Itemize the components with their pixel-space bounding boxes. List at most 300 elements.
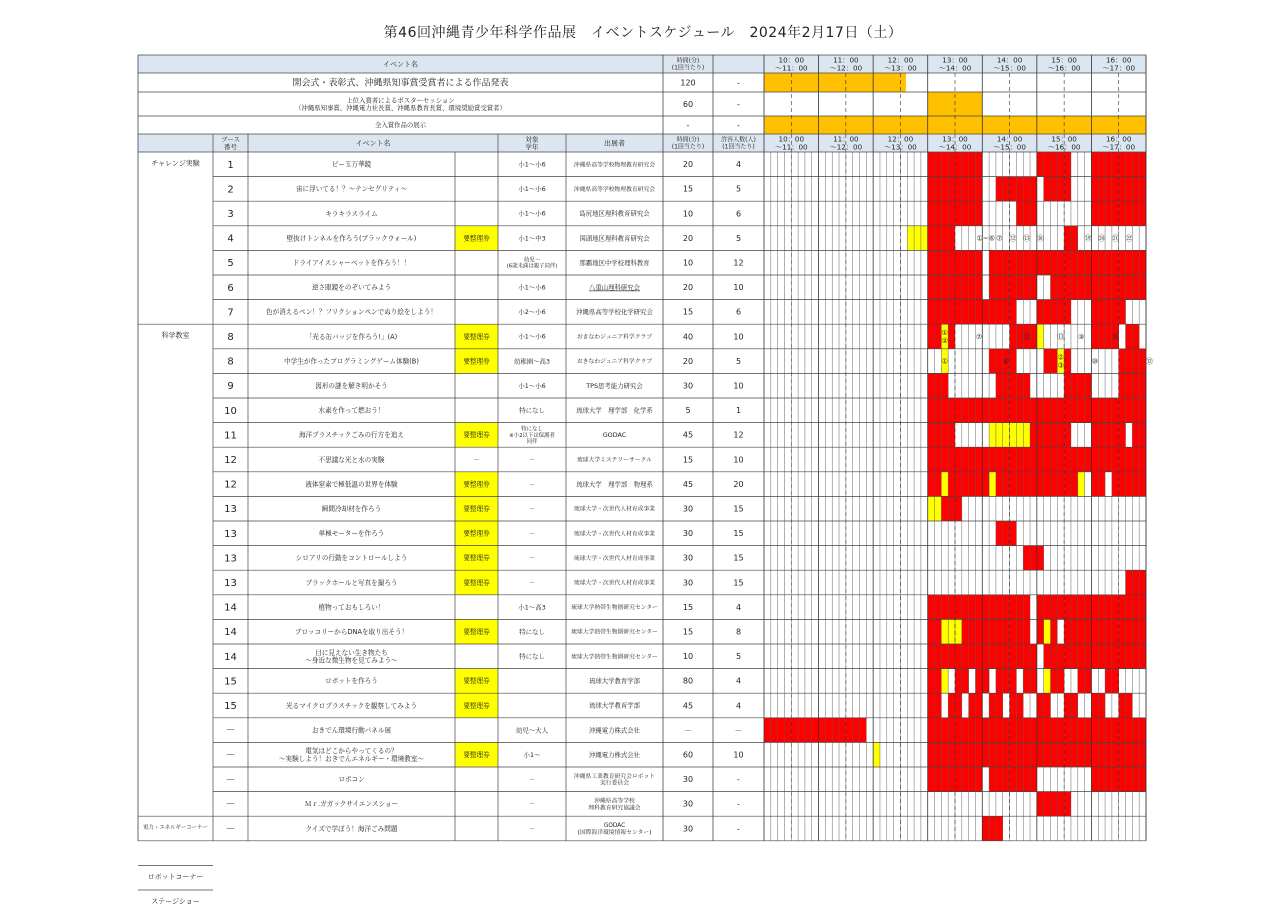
partial-slot — [989, 472, 996, 497]
partial-slot — [1078, 472, 1085, 497]
booked-slot — [996, 472, 1003, 497]
booked-slot — [1044, 152, 1051, 177]
ticket-badge: 要整理券 — [463, 751, 490, 760]
booked-slot — [1078, 742, 1085, 767]
booked-slot — [1010, 275, 1017, 300]
duration-minutes: 10 — [682, 652, 694, 662]
booked-slot — [1064, 792, 1071, 817]
booked-slot — [1044, 718, 1051, 743]
booked-slot — [935, 250, 942, 275]
booked-slot — [1044, 693, 1051, 718]
duration-minutes: 10 — [682, 209, 694, 219]
event-name: 電気はどこからやってくるの？～実験しよう！おきでんエネルギー・環境教室～ — [278, 747, 425, 763]
event-name: 不思議な光と水の実験 — [318, 455, 385, 464]
booked-slot — [1010, 398, 1017, 423]
booked-slot — [962, 201, 969, 226]
event-name: ロボコン — [338, 775, 365, 784]
booked-slot — [1057, 300, 1064, 325]
booked-slot — [996, 693, 1003, 718]
duration-minutes: 80 — [682, 676, 694, 686]
booked-slot — [989, 250, 996, 275]
capacity: 10 — [733, 332, 744, 342]
capacity: 4 — [735, 602, 742, 612]
booked-slot — [962, 275, 969, 300]
booked-slot — [1126, 373, 1133, 398]
booked-slot — [941, 644, 948, 669]
booked-slot — [1126, 718, 1133, 743]
booked-slot — [989, 718, 996, 743]
booked-slot — [1071, 644, 1078, 669]
booked-slot — [1085, 742, 1092, 767]
booked-slot — [1132, 447, 1139, 472]
slot-number-marker: ① ② — [941, 328, 948, 345]
booked-slot — [1051, 349, 1058, 374]
booked-slot — [1119, 398, 1126, 423]
booked-slot — [1139, 177, 1146, 202]
booked-slot — [989, 349, 996, 374]
booked-slot — [1126, 398, 1133, 423]
booked-slot — [1064, 619, 1071, 644]
booked-slot — [1091, 275, 1098, 300]
booked-slot — [1091, 201, 1098, 226]
partial-slot — [935, 496, 942, 521]
booked-slot — [1023, 398, 1030, 423]
booked-slot — [962, 767, 969, 792]
booked-slot — [1003, 619, 1010, 644]
booked-slot — [1037, 300, 1044, 325]
event-name: クイズで学ぼう！海洋ごみ問題 — [305, 824, 398, 833]
booked-slot — [1098, 447, 1105, 472]
booked-slot — [948, 693, 955, 718]
booked-slot — [955, 152, 962, 177]
booked-slot — [1098, 472, 1105, 497]
capacity: 4 — [735, 676, 742, 686]
booked-slot — [969, 595, 976, 620]
event-name: Ｍｒ.ガガックサイエンスショー — [304, 800, 399, 809]
booked-slot — [962, 300, 969, 325]
booked-slot — [1112, 300, 1119, 325]
booked-slot — [948, 275, 955, 300]
booked-slot — [996, 619, 1003, 644]
duration-minutes: 20 — [682, 233, 694, 243]
booked-slot — [982, 619, 989, 644]
booth-number: － — [225, 750, 236, 762]
capacity: 10 — [733, 455, 744, 465]
booked-slot — [1016, 619, 1023, 644]
booked-slot — [1023, 644, 1030, 669]
booked-slot — [1139, 742, 1146, 767]
booked-slot — [1044, 250, 1051, 275]
booked-slot — [969, 619, 976, 644]
booked-slot — [969, 177, 976, 202]
booked-slot — [948, 324, 955, 349]
slot-number-marker: ③ — [1078, 332, 1085, 341]
booth-number: 12 — [224, 479, 237, 491]
booked-slot — [1132, 152, 1139, 177]
booked-slot — [1091, 644, 1098, 669]
booked-slot — [996, 373, 1003, 398]
booked-slot — [1085, 595, 1092, 620]
booked-slot — [975, 300, 982, 325]
booked-slot — [1132, 373, 1139, 398]
booked-slot — [1132, 644, 1139, 669]
booked-slot — [1139, 423, 1146, 448]
duration-minutes: 60 — [682, 750, 694, 760]
booked-slot — [962, 472, 969, 497]
booked-slot — [1126, 570, 1133, 595]
booked-slot — [1030, 718, 1037, 743]
booked-slot — [935, 177, 942, 202]
booked-slot — [1126, 644, 1133, 669]
booked-slot — [1071, 275, 1078, 300]
booked-slot — [1030, 767, 1037, 792]
duration-minutes: 30 — [682, 504, 694, 514]
booked-slot — [1126, 472, 1133, 497]
partial-slot — [1044, 669, 1051, 694]
booth-number: 14 — [224, 627, 237, 639]
booked-slot — [1105, 595, 1112, 620]
group-label: 科学教室 — [161, 331, 190, 340]
booked-slot — [1085, 644, 1092, 669]
booth-number: 12 — [224, 455, 237, 466]
slot-number-marker: ⑫ — [1145, 357, 1153, 366]
exhibitor: 沖縄県工業教育研究会ロボット実行委員会 — [573, 773, 656, 787]
booked-slot — [928, 595, 935, 620]
booked-slot — [935, 300, 942, 325]
booked-slot — [1091, 177, 1098, 202]
booked-slot — [948, 226, 955, 251]
time-slot-header: 13：00 ～14：00 — [938, 134, 972, 152]
booked-slot — [1132, 349, 1139, 374]
booked-slot — [989, 816, 996, 841]
booked-slot — [1044, 398, 1051, 423]
exhibitor: 琉球大学熱帯生物圏研究センター — [571, 629, 658, 636]
duration-minutes: － — [684, 725, 692, 735]
booked-slot — [1091, 152, 1098, 177]
top-event-name: 全入賞作品の展示 — [374, 121, 427, 130]
booked-slot — [1105, 177, 1112, 202]
booked-slot — [1044, 300, 1051, 325]
partial-slot — [928, 496, 935, 521]
booked-slot — [948, 152, 955, 177]
booked-slot — [1132, 423, 1139, 448]
event-name: 瞬間冷却材を作ろう — [321, 505, 382, 514]
booked-slot — [1091, 447, 1098, 472]
booked-slot — [948, 398, 955, 423]
partial-slot — [1044, 619, 1051, 644]
booked-slot — [1071, 472, 1078, 497]
booked-slot — [1057, 275, 1064, 300]
booked-slot — [969, 767, 976, 792]
booked-slot — [928, 693, 935, 718]
exhibitor: 琉球大学教育学部 — [588, 677, 641, 686]
booked-slot — [1112, 275, 1119, 300]
booked-slot — [941, 275, 948, 300]
booked-slot — [935, 398, 942, 423]
booked-slot — [1057, 792, 1064, 817]
booked-slot — [941, 201, 948, 226]
ticket-badge: 要整理券 — [463, 480, 490, 489]
booked-slot — [1010, 300, 1017, 325]
target-grade: 小2～小6 — [518, 308, 546, 317]
booked-slot — [1139, 447, 1146, 472]
booked-slot — [962, 718, 969, 743]
booked-slot — [1126, 447, 1133, 472]
booked-slot — [989, 742, 996, 767]
booked-slot — [1037, 595, 1044, 620]
booked-slot — [989, 447, 996, 472]
booked-slot — [975, 718, 982, 743]
booked-slot — [1037, 742, 1044, 767]
booked-slot — [982, 595, 989, 620]
booked-slot — [1010, 472, 1017, 497]
ticket-badge: 要整理券 — [463, 357, 490, 366]
group-label: チャレンジ実験 — [151, 159, 200, 168]
booked-slot — [825, 718, 832, 743]
exhibitor: 琉球大学ミステリーサークル — [576, 457, 653, 464]
booked-slot — [989, 595, 996, 620]
booked-slot — [1064, 742, 1071, 767]
booked-slot — [935, 619, 942, 644]
booked-slot — [1057, 177, 1064, 202]
booked-slot — [982, 300, 989, 325]
slot-number-marker: ①~⑥ — [976, 234, 995, 243]
booked-slot — [1010, 595, 1017, 620]
booked-slot — [941, 152, 948, 177]
time-slot-header: 11：00 ～12：00 — [829, 134, 863, 152]
booked-slot — [1071, 742, 1078, 767]
booked-slot — [1078, 619, 1085, 644]
booked-slot — [1132, 472, 1139, 497]
target-grade: 特になし — [519, 406, 545, 415]
booked-slot — [1064, 177, 1071, 202]
booked-slot — [996, 250, 1003, 275]
booked-slot — [975, 447, 982, 472]
booked-slot — [1016, 644, 1023, 669]
partial-slot — [941, 669, 948, 694]
booked-slot — [1139, 595, 1146, 620]
booked-slot — [1078, 447, 1085, 472]
booked-slot — [1139, 718, 1146, 743]
booked-slot — [1098, 250, 1105, 275]
booked-slot — [975, 152, 982, 177]
booked-slot — [1057, 742, 1064, 767]
booked-slot — [955, 669, 962, 694]
slot-number-marker: ㉒ — [1125, 234, 1133, 243]
booked-slot — [1057, 718, 1064, 743]
time-slot-header: 11：00 ～12：00 — [829, 55, 863, 73]
booked-slot — [1139, 275, 1146, 300]
booked-slot — [962, 742, 969, 767]
booked-slot — [962, 644, 969, 669]
ticket-badge: 要整理券 — [463, 701, 490, 710]
time-slot-header: 14：00 ～15：00 — [993, 134, 1026, 152]
booth-number: 4 — [227, 233, 234, 245]
booked-slot — [1126, 201, 1133, 226]
booked-slot — [955, 693, 962, 718]
booked-slot — [798, 718, 805, 743]
booked-slot — [928, 250, 935, 275]
target-grade: 小1～小6 — [518, 381, 546, 390]
exhibitor: 沖縄県高等学校化学研究会 — [576, 308, 653, 317]
booked-slot — [1044, 349, 1051, 374]
partial-slot — [1016, 423, 1023, 448]
booked-slot — [1064, 398, 1071, 423]
booked-slot — [1078, 398, 1085, 423]
booked-slot — [1003, 398, 1010, 423]
booth-number: 3 — [227, 209, 234, 220]
booked-slot — [1003, 250, 1010, 275]
booked-slot — [969, 201, 976, 226]
booked-slot — [1085, 718, 1092, 743]
slot-number-marker: ⑬ — [1023, 234, 1031, 243]
partial-slot — [989, 423, 996, 448]
booked-slot — [1044, 742, 1051, 767]
time-header: 時間(分) (1回当たり) — [671, 57, 705, 72]
booked-slot — [982, 398, 989, 423]
booked-slot — [1132, 742, 1139, 767]
booked-slot — [1105, 718, 1112, 743]
event-name: キラキラスライム — [325, 209, 378, 218]
group-label: ステージショー — [151, 897, 200, 905]
target-grade: 小1～小6 — [518, 332, 546, 341]
target-grade: 小1～ — [523, 750, 541, 759]
booked-slot — [975, 595, 982, 620]
booked-slot — [1112, 619, 1119, 644]
booth-number: 9 — [227, 381, 234, 393]
booked-slot — [941, 177, 948, 202]
booked-slot — [1064, 300, 1071, 325]
ticket-badge: 要整理券 — [463, 234, 490, 243]
booked-slot — [1016, 275, 1023, 300]
top-event-capacity: - — [737, 120, 740, 130]
booked-slot — [1098, 398, 1105, 423]
booked-slot — [1051, 595, 1058, 620]
time-slot-header: 16：00 ～17：00 — [1102, 55, 1136, 73]
event-name: 光るマイクロプラスチックを観察してみよう — [285, 701, 418, 710]
booked-slot — [1064, 250, 1071, 275]
booked-slot — [1119, 300, 1126, 325]
capacity: - — [737, 799, 740, 809]
booked-slot — [962, 152, 969, 177]
booked-slot — [1119, 447, 1126, 472]
booked-slot — [1037, 619, 1044, 644]
booked-slot — [1030, 447, 1037, 472]
booked-slot — [1119, 619, 1126, 644]
capacity: 20 — [733, 479, 744, 489]
time-header: 時間(分) (1回当たり) — [671, 136, 705, 151]
booked-slot — [928, 619, 935, 644]
booked-slot — [1030, 398, 1037, 423]
booked-slot — [1112, 669, 1119, 694]
booked-slot — [1064, 644, 1071, 669]
booked-slot — [1105, 201, 1112, 226]
duration-minutes: 40 — [682, 332, 694, 342]
booked-slot — [1051, 644, 1058, 669]
booked-slot — [1098, 619, 1105, 644]
booked-slot — [839, 718, 846, 743]
booked-slot — [948, 644, 955, 669]
event-name: 逆さ眼鏡をのぞいてみよう — [311, 283, 392, 292]
booked-slot — [935, 201, 942, 226]
top-event-name: 開会式・表彰式、沖縄県知事賞受賞者による作品発表 — [292, 78, 509, 89]
booked-slot — [1071, 373, 1078, 398]
booked-slot — [975, 177, 982, 202]
booked-slot — [1091, 742, 1098, 767]
booked-slot — [1023, 447, 1030, 472]
time-slot-header: 15：00 ～16：00 — [1047, 134, 1081, 152]
booked-slot — [1023, 718, 1030, 743]
booked-slot — [1078, 718, 1085, 743]
booked-slot — [1098, 595, 1105, 620]
booked-slot — [1064, 423, 1071, 448]
booked-slot — [1085, 373, 1092, 398]
booked-slot — [969, 300, 976, 325]
booked-slot — [1064, 373, 1071, 398]
event-name: 水素を作って燃おう！ — [318, 406, 385, 415]
booked-slot — [996, 718, 1003, 743]
booked-slot — [948, 742, 955, 767]
event-name: おきでん環境行動パネル展 — [311, 726, 392, 735]
capacity: 12 — [733, 258, 744, 268]
booked-slot — [1105, 275, 1112, 300]
booked-slot — [941, 373, 948, 398]
opening-ceremony-bar — [764, 73, 906, 92]
slot-number-marker: ⑳ — [1098, 234, 1106, 243]
booked-slot — [1023, 275, 1030, 300]
booked-slot — [1139, 201, 1146, 226]
booked-slot — [969, 398, 976, 423]
booked-slot — [1037, 250, 1044, 275]
booked-slot — [1003, 300, 1010, 325]
booth-number: － — [225, 799, 236, 811]
booked-slot — [928, 275, 935, 300]
booked-slot — [1098, 718, 1105, 743]
booked-slot — [1126, 595, 1133, 620]
booked-slot — [1064, 349, 1071, 374]
booked-slot — [1044, 423, 1051, 448]
target-grade: － — [528, 578, 536, 587]
time-slot-header: 12：00 ～13：00 — [884, 134, 917, 152]
event-name: 「光る缶バッジを作ろう!」(A) — [305, 332, 398, 341]
event-name: シロアリの行動をコントロールしよう — [295, 554, 408, 563]
booked-slot — [1051, 472, 1058, 497]
booked-slot — [928, 718, 935, 743]
booked-slot — [1119, 275, 1126, 300]
booked-slot — [1105, 423, 1112, 448]
page-title: 第46回沖縄青少年科学作品展 イベントスケジュール 2024年2月17日（土） — [383, 25, 903, 41]
booked-slot — [1003, 373, 1010, 398]
booked-slot — [969, 644, 976, 669]
booked-slot — [1139, 472, 1146, 497]
capacity: 15 — [733, 578, 744, 588]
booked-slot — [1119, 201, 1126, 226]
booked-slot — [1091, 595, 1098, 620]
target-grade: 小1～中3 — [518, 234, 546, 243]
booked-slot — [1091, 767, 1098, 792]
capacity: 4 — [735, 701, 742, 711]
booked-slot — [1119, 644, 1126, 669]
booked-slot — [1057, 447, 1064, 472]
slot-number-marker: ㉑ — [1111, 234, 1119, 243]
booked-slot — [1119, 152, 1126, 177]
booked-slot — [969, 152, 976, 177]
booked-slot — [1016, 718, 1023, 743]
booked-slot — [1016, 447, 1023, 472]
booked-slot — [1037, 152, 1044, 177]
booked-slot — [1098, 767, 1105, 792]
booked-slot — [1051, 792, 1058, 817]
